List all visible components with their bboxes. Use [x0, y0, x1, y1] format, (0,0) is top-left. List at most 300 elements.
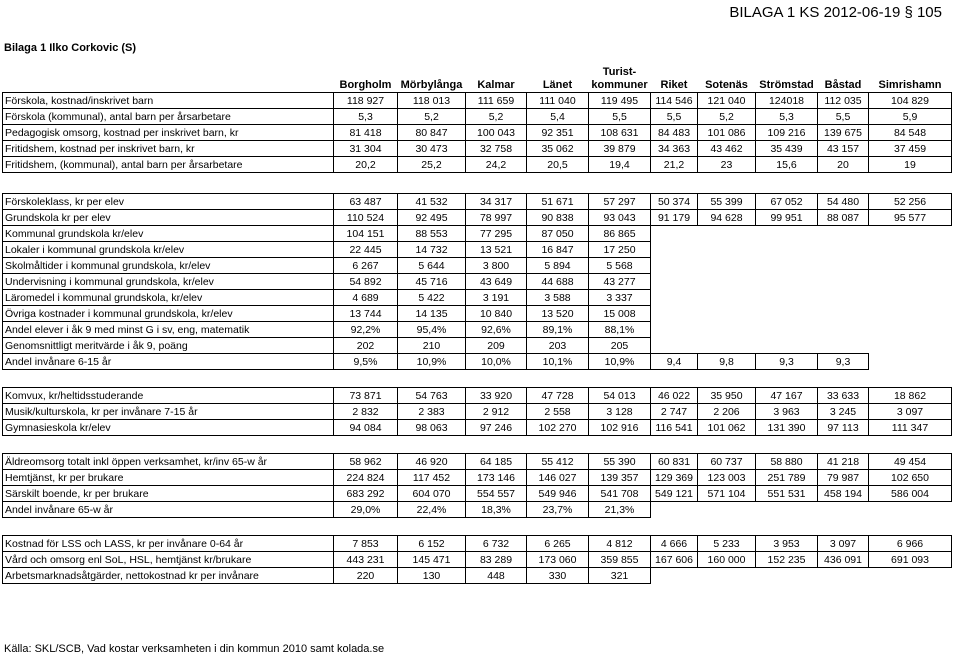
table-cell: 93 043 [589, 210, 651, 226]
row-label: Kostnad för LSS och LASS, kr per invånare 0-64 år [3, 536, 334, 552]
table-cell: 321 [589, 568, 651, 584]
table-cell: 91 179 [651, 210, 698, 226]
table-cell: 330 [527, 568, 589, 584]
table-cell: 4 689 [334, 290, 398, 306]
table-cell: 2 912 [466, 404, 527, 420]
row-label: Fritidshem, kostnad per inskrivet barn, kr [3, 141, 334, 157]
table-cell [869, 502, 952, 518]
table-cell [698, 290, 756, 306]
table-cell [818, 306, 869, 322]
row-label: Vård och omsorg enl SoL, HSL, hemtjänst kr/brukare [3, 552, 334, 568]
table-cell [651, 306, 698, 322]
table-cell: 5,3 [756, 109, 818, 125]
table-cell: 92 495 [398, 210, 466, 226]
table-cell: 50 374 [651, 194, 698, 210]
table-cell: 3 191 [466, 290, 527, 306]
table-cell: 9,5% [334, 354, 398, 370]
row-label: Särskilt boende, kr per brukare [3, 486, 334, 502]
table-cell: 29,0% [334, 502, 398, 518]
table-cell: 55 399 [698, 194, 756, 210]
table-cell: 549 121 [651, 486, 698, 502]
table-cell: 41 218 [818, 454, 869, 470]
table-cell: 19 [869, 157, 952, 173]
row-label: Läromedel i kommunal grundskola, kr/elev [3, 290, 334, 306]
table-cell: 43 462 [698, 141, 756, 157]
table-cell: 458 194 [818, 486, 869, 502]
table-cell: 18 862 [869, 388, 952, 404]
table-cell [651, 338, 698, 354]
table-row [3, 404, 952, 420]
table-cell [698, 568, 756, 584]
comparison-table [2, 60, 952, 584]
table-cell: 586 004 [869, 486, 952, 502]
table-cell: 549 946 [527, 486, 589, 502]
table-cell: 109 216 [756, 125, 818, 141]
table-cell: 13 744 [334, 306, 398, 322]
table-cell: 14 135 [398, 306, 466, 322]
table-cell: 145 471 [398, 552, 466, 568]
table-cell: 5 894 [527, 258, 589, 274]
table-cell: 9,8 [698, 354, 756, 370]
table-cell: 3 963 [756, 404, 818, 420]
table-cell [818, 338, 869, 354]
table-cell: 3 337 [589, 290, 651, 306]
table-cell: 6 267 [334, 258, 398, 274]
table-cell: 3 097 [869, 404, 952, 420]
table-cell: 95 577 [869, 210, 952, 226]
table-cell: 129 369 [651, 470, 698, 486]
column-header: Turist- kommuner [591, 66, 648, 91]
table-row [3, 194, 952, 210]
table-cell: 54 892 [334, 274, 398, 290]
table-cell: 4 812 [589, 536, 651, 552]
table-cell: 9,4 [651, 354, 698, 370]
table-row [3, 420, 952, 436]
table-cell: 251 789 [756, 470, 818, 486]
table-cell: 6 732 [466, 536, 527, 552]
table-cell: 101 086 [698, 125, 756, 141]
column-header: Sotenäs [705, 79, 748, 91]
table-cell: 16 847 [527, 242, 589, 258]
table-cell [756, 568, 818, 584]
table-cell: 15,6 [756, 157, 818, 173]
table-cell: 5,5 [651, 109, 698, 125]
table-cell [818, 258, 869, 274]
table-cell: 5,2 [398, 109, 466, 125]
table-cell: 87 050 [527, 226, 589, 242]
table-cell: 202 [334, 338, 398, 354]
table-cell: 5,2 [698, 109, 756, 125]
table-cell [698, 322, 756, 338]
table-cell: 571 104 [698, 486, 756, 502]
table-cell: 92,2% [334, 322, 398, 338]
table-cell: 39 879 [589, 141, 651, 157]
table-cell: 22 445 [334, 242, 398, 258]
table-cell: 47 167 [756, 388, 818, 404]
table-row [3, 274, 952, 290]
section-spacer [3, 436, 952, 454]
table-cell: 139 675 [818, 125, 869, 141]
table-cell: 10,9% [398, 354, 466, 370]
table-cell: 551 531 [756, 486, 818, 502]
table-cell [651, 502, 698, 518]
table-cell: 6 265 [527, 536, 589, 552]
column-header: Kalmar [477, 79, 515, 91]
table-cell: 20,2 [334, 157, 398, 173]
table-cell: 88,1% [589, 322, 651, 338]
row-label: Äldreomsorg totalt inkl öppen verksamhet, kr/inv 65-w år [3, 454, 334, 470]
table-cell: 79 987 [818, 470, 869, 486]
table-cell [869, 258, 952, 274]
table-cell [651, 226, 698, 242]
table-cell [869, 306, 952, 322]
table-cell [651, 242, 698, 258]
table-cell: 88 087 [818, 210, 869, 226]
table-cell: 43 157 [818, 141, 869, 157]
table-cell: 131 390 [756, 420, 818, 436]
table-cell: 3 953 [756, 536, 818, 552]
table-cell: 86 865 [589, 226, 651, 242]
table-row [3, 486, 952, 502]
table-cell: 173 060 [527, 552, 589, 568]
table-cell: 2 747 [651, 404, 698, 420]
table-cell: 209 [466, 338, 527, 354]
table-cell: 100 043 [466, 125, 527, 141]
table-row [3, 354, 952, 370]
table-cell: 54 763 [398, 388, 466, 404]
table-cell [869, 274, 952, 290]
table-cell: 88 553 [398, 226, 466, 242]
table-cell: 23 [698, 157, 756, 173]
table-cell: 5 568 [589, 258, 651, 274]
table-row [3, 141, 952, 157]
table-cell: 9,3 [756, 354, 818, 370]
section-spacer [3, 173, 952, 194]
table-cell: 95,4% [398, 322, 466, 338]
table-cell: 210 [398, 338, 466, 354]
table-cell: 5,2 [466, 109, 527, 125]
table-cell: 146 027 [527, 470, 589, 486]
table-cell: 35 950 [698, 388, 756, 404]
table-cell: 63 487 [334, 194, 398, 210]
table-row [3, 322, 952, 338]
table-cell [869, 242, 952, 258]
table-cell: 54 480 [818, 194, 869, 210]
column-header: Båstad [824, 79, 862, 91]
table-cell: 80 847 [398, 125, 466, 141]
table-cell: 5,9 [869, 109, 952, 125]
table-cell: 102 270 [527, 420, 589, 436]
table-cell: 173 146 [466, 470, 527, 486]
table-cell: 55 412 [527, 454, 589, 470]
table-cell: 22,4% [398, 502, 466, 518]
table-cell [756, 322, 818, 338]
table-cell [818, 502, 869, 518]
table-cell: 43 277 [589, 274, 651, 290]
table-cell: 160 000 [698, 552, 756, 568]
table-cell: 20,5 [527, 157, 589, 173]
table-cell: 73 871 [334, 388, 398, 404]
table-cell: 124018 [756, 93, 818, 109]
row-label: Genomsnittligt meritvärde i åk 9, poäng [3, 338, 334, 354]
table-cell: 99 951 [756, 210, 818, 226]
table-cell: 84 483 [651, 125, 698, 141]
table-cell: 57 297 [589, 194, 651, 210]
table-cell: 13 521 [466, 242, 527, 258]
table-cell: 83 289 [466, 552, 527, 568]
table-cell: 118 013 [398, 93, 466, 109]
table-cell: 5 644 [398, 258, 466, 274]
table-cell: 23,7% [527, 502, 589, 518]
table-cell: 101 062 [698, 420, 756, 436]
table-cell: 58 880 [756, 454, 818, 470]
table-cell [818, 322, 869, 338]
table-row [3, 242, 952, 258]
table-cell: 17 250 [589, 242, 651, 258]
table-row [3, 470, 952, 486]
table-cell: 21,2 [651, 157, 698, 173]
table-cell: 97 246 [466, 420, 527, 436]
table-cell: 111 347 [869, 420, 952, 436]
table-cell: 2 206 [698, 404, 756, 420]
column-header: Riket [660, 79, 688, 91]
table-cell: 683 292 [334, 486, 398, 502]
table-cell: 31 304 [334, 141, 398, 157]
table-cell [869, 290, 952, 306]
table-cell: 10 840 [466, 306, 527, 322]
table-cell: 54 013 [589, 388, 651, 404]
table-row [3, 454, 952, 470]
table-cell [818, 226, 869, 242]
table-cell: 19,4 [589, 157, 651, 173]
table-cell: 64 185 [466, 454, 527, 470]
row-label: Skolmåltider i kommunal grundskola, kr/elev [3, 258, 334, 274]
table-cell [651, 258, 698, 274]
table-row [3, 536, 952, 552]
table-cell: 60 831 [651, 454, 698, 470]
table-cell: 205 [589, 338, 651, 354]
table-cell [698, 306, 756, 322]
table-cell [756, 242, 818, 258]
column-header: Strömstad [759, 79, 814, 91]
table-cell: 9,3 [818, 354, 869, 370]
table-cell: 52 256 [869, 194, 952, 210]
table-cell: 3 097 [818, 536, 869, 552]
table-cell: 3 245 [818, 404, 869, 420]
table-cell [756, 306, 818, 322]
table-cell [756, 338, 818, 354]
table-cell: 6 152 [398, 536, 466, 552]
section-spacer [3, 370, 952, 388]
table-cell: 4 666 [651, 536, 698, 552]
table-cell: 3 588 [527, 290, 589, 306]
row-label: Gymnasieskola kr/elev [3, 420, 334, 436]
table-cell: 47 728 [527, 388, 589, 404]
table-cell: 130 [398, 568, 466, 584]
table-row [3, 388, 952, 404]
section-spacer [3, 518, 952, 536]
table-cell: 77 295 [466, 226, 527, 242]
table-cell [869, 338, 952, 354]
table-cell: 13 520 [527, 306, 589, 322]
row-label: Andel invånare 65-w år [3, 502, 334, 518]
row-label: Andel elever i åk 9 med minst G i sv, eng, matematik [3, 322, 334, 338]
header-row [3, 60, 952, 93]
table-cell: 167 606 [651, 552, 698, 568]
table-cell: 55 390 [589, 454, 651, 470]
row-label: Musik/kulturskola, kr per invånare 7-15 år [3, 404, 334, 420]
table-cell: 104 829 [869, 93, 952, 109]
table-cell: 97 113 [818, 420, 869, 436]
table-cell: 3 128 [589, 404, 651, 420]
table-cell: 117 452 [398, 470, 466, 486]
table-cell: 224 824 [334, 470, 398, 486]
table-cell: 110 524 [334, 210, 398, 226]
column-header: Simrishamn [878, 79, 942, 91]
page-header: BILAGA 1 KS 2012-06-19 § 105 [729, 4, 942, 21]
row-label: Kommunal grundskola kr/elev [3, 226, 334, 242]
table-cell: 108 631 [589, 125, 651, 141]
table-cell: 436 091 [818, 552, 869, 568]
table-cell: 10,9% [589, 354, 651, 370]
table-row [3, 552, 952, 568]
table-cell: 15 008 [589, 306, 651, 322]
table-cell [698, 258, 756, 274]
table-cell [818, 242, 869, 258]
table-cell [756, 226, 818, 242]
table-cell: 118 927 [334, 93, 398, 109]
table-row [3, 93, 952, 109]
table-cell: 35 439 [756, 141, 818, 157]
table-cell: 114 546 [651, 93, 698, 109]
table-cell: 5,3 [334, 109, 398, 125]
table-cell: 24,2 [466, 157, 527, 173]
table-cell: 554 557 [466, 486, 527, 502]
table-cell [651, 274, 698, 290]
document-subtitle: Bilaga 1 Ilko Corkovic (S) [4, 42, 137, 54]
table-cell: 359 855 [589, 552, 651, 568]
table-cell: 152 235 [756, 552, 818, 568]
table-cell [869, 322, 952, 338]
table-cell [756, 258, 818, 274]
table-cell: 81 418 [334, 125, 398, 141]
table-cell [869, 354, 952, 370]
table-cell [756, 290, 818, 306]
table-cell [698, 338, 756, 354]
source-footnote: Källa: SKL/SCB, Vad kostar verksamheten i din kommun 2010 samt kolada.se [4, 643, 385, 655]
row-label: Övriga kostnader i kommunal grundskola, kr/elev [3, 306, 334, 322]
table-cell [651, 568, 698, 584]
row-label: Lokaler i kommunal grundskola kr/elev [3, 242, 334, 258]
table-cell: 2 383 [398, 404, 466, 420]
table-cell: 5,4 [527, 109, 589, 125]
table-cell [698, 274, 756, 290]
table-cell: 35 062 [527, 141, 589, 157]
table-cell [698, 226, 756, 242]
row-label: Undervisning i kommunal grundskola, kr/elev [3, 274, 334, 290]
table-cell [818, 568, 869, 584]
table-cell: 78 997 [466, 210, 527, 226]
table-cell [651, 322, 698, 338]
table-cell [698, 502, 756, 518]
table-row [3, 568, 952, 584]
table-row [3, 306, 952, 322]
table-cell: 49 454 [869, 454, 952, 470]
table-cell: 58 962 [334, 454, 398, 470]
table-cell: 67 052 [756, 194, 818, 210]
table-cell: 112 035 [818, 93, 869, 109]
table-cell: 104 151 [334, 226, 398, 242]
table-cell: 46 022 [651, 388, 698, 404]
table-cell: 90 838 [527, 210, 589, 226]
table-cell [869, 226, 952, 242]
table-cell [698, 242, 756, 258]
table-cell: 60 737 [698, 454, 756, 470]
table-cell: 41 532 [398, 194, 466, 210]
table-cell: 33 920 [466, 388, 527, 404]
table-row [3, 502, 952, 518]
row-label: Arbetsmarknadsåtgärder, nettokostnad kr per invånare [3, 568, 334, 584]
row-label: Andel invånare 6-15 år [3, 354, 334, 370]
table-cell: 30 473 [398, 141, 466, 157]
table-cell: 220 [334, 568, 398, 584]
row-label: Hemtjänst, kr per brukare [3, 470, 334, 486]
table-cell: 37 459 [869, 141, 952, 157]
table-cell: 448 [466, 568, 527, 584]
table-cell: 51 671 [527, 194, 589, 210]
table-cell: 44 688 [527, 274, 589, 290]
row-label: Fritidshem, (kommunal), antal barn per årsarbetare [3, 157, 334, 173]
row-label: Komvux, kr/heltidsstuderande [3, 388, 334, 404]
table-cell: 203 [527, 338, 589, 354]
table-cell: 111 040 [527, 93, 589, 109]
table-cell: 6 966 [869, 536, 952, 552]
table-cell: 116 541 [651, 420, 698, 436]
table-row [3, 258, 952, 274]
table-cell: 5 233 [698, 536, 756, 552]
column-header: Länet [542, 79, 573, 91]
table-cell: 89,1% [527, 322, 589, 338]
row-label: Grundskola kr per elev [3, 210, 334, 226]
table-row [3, 338, 952, 354]
table-cell [818, 290, 869, 306]
table-cell: 94 628 [698, 210, 756, 226]
table-cell [651, 290, 698, 306]
table-cell [756, 502, 818, 518]
table-cell: 121 040 [698, 93, 756, 109]
table-row [3, 226, 952, 242]
table-cell: 32 758 [466, 141, 527, 157]
table-cell: 25,2 [398, 157, 466, 173]
table-cell: 123 003 [698, 470, 756, 486]
table-cell: 21,3% [589, 502, 651, 518]
table-cell: 45 716 [398, 274, 466, 290]
table-cell: 10,1% [527, 354, 589, 370]
table-cell: 92,6% [466, 322, 527, 338]
table-cell: 2 832 [334, 404, 398, 420]
table-cell: 691 093 [869, 552, 952, 568]
table-cell: 604 070 [398, 486, 466, 502]
column-header: Borgholm [339, 79, 392, 91]
table-cell: 20 [818, 157, 869, 173]
table-row [3, 290, 952, 306]
table-cell: 2 558 [527, 404, 589, 420]
table-cell: 98 063 [398, 420, 466, 436]
table-cell: 94 084 [334, 420, 398, 436]
table-cell: 43 649 [466, 274, 527, 290]
table-cell: 3 800 [466, 258, 527, 274]
table-cell: 139 357 [589, 470, 651, 486]
